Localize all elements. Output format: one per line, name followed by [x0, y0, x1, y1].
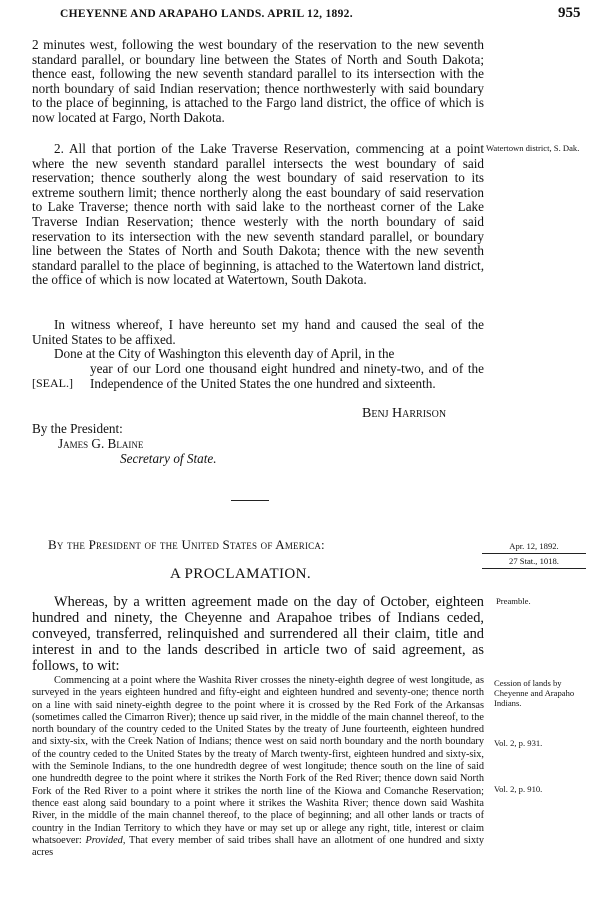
margin-note-date: Apr. 12, 1892.	[482, 541, 586, 554]
signature-harrison: Benj Harrison	[362, 406, 447, 421]
page-number: 955	[558, 5, 581, 21]
paragraph-done-at: Done at the City of Washington this eleventh day of April, in the	[54, 346, 395, 361]
margin-note-vol-910: Vol. 2, p. 910.	[494, 784, 543, 794]
paragraph-witness: In witness whereof, I have hereunto set my hand and caused the seal of the United States to be affixed.	[32, 317, 484, 347]
seal-mark: [SEAL.]	[32, 376, 73, 390]
margin-note-vol-931: Vol. 2, p. 931.	[494, 738, 543, 748]
provided-keyword: Provided,	[85, 834, 126, 846]
margin-note-statute: 27 Stat., 1018.	[482, 556, 586, 569]
agreement-text: Commencing at a point where the Washita River crosses the ninety-eighth degree of west longitude, as surveyed in the years eighteen hundred and fifty-eight and eighteen hundred and seventy-one; thence north on a line with said ninety-eighth degree to the point where it is crossed by the Red Fork of the Arkansas (sometimes called the Cimarron River); thence up said river, in the middle of the main channel thereof, to the north boundary of the country ceded to the United States by the treaty of June fourteenth, eighteen hundred and sixty-six, with the Creek Nation of Indians; thence west on said north boundary and the north boundary of the country ceded to the United States by the treaty of March twenty-first, eighteen hundred and sixty-six, with the Seminole Indians, to the one hundredth degree of west longitude; thence south on the line of said one hundredth degree to the point where it strikes the North Fork of the Red River; thence down said North Fork of the Red River to a point where it strikes the north line of the Kiowa and Comanche Reservation; thence east along said boundary to a point where it strikes the Washita River; thence down said Washita River, in the middle of the main channel thereof, to the place of beginning; and all other lands or tracts of country in the Indian Territory to which they have or may set up or allege any right, title, interest or claim whatsoever:	[32, 675, 484, 846]
secretary-title: Secretary of State.	[120, 451, 217, 466]
paragraph-whereas: Whereas, by a written agreement made on the day of October, eighteen hundred and ninety, the Cheyenne and Arapahoe tribes of Indians ceded, conveyed, transferred, relinquished and surrendered all their claim, title and interest in and to the lands described in article two of said agreement, as follows, to wit:	[32, 594, 484, 674]
running-header: CHEYENNE AND ARAPAHO LANDS. APRIL 12, 1892.	[60, 8, 353, 20]
margin-note-preamble: Preamble.	[496, 596, 531, 606]
paragraph-year: year of our Lord one thousand eight hundred and ninety-two, and of the Independence of the United States the one hundred and sixteenth.	[90, 361, 484, 391]
secretary-name: James G. Blaine	[58, 436, 144, 451]
by-the-president: By the President:	[32, 421, 123, 436]
margin-note-cession: Cession of lands by Cheyenne and Arapaho Indians.	[494, 678, 575, 708]
section-divider	[231, 500, 269, 501]
paragraph-lake-traverse: 2. All that portion of the Lake Traverse Reservation, commencing at a point where the new seventh standard parallel intersects the west boundary of said reservation; thence southerly along the west boundary of said reservation to its extreme southern limit; thence northerly along the east boundary of said reservation to Lake Traverse; thence north with said lake to the northeast corner of the Lake Traverse Indian Reservation; thence westerly with the north boundary of said reservation to its intersection with the new seventh standard parallel, or boundary line between the States of North and South Dakota; thence with the new seventh standard parallel to the place of beginning, is attached to the Watertown land district, the office of which is now located at Watertown, South Dakota.	[32, 141, 484, 288]
proclamation-by-line: By the President of the United States of America:	[48, 537, 325, 552]
paragraph-fargo-district: 2 minutes west, following the west boundary of the reservation to the new seventh standard parallel, or boundary line between the States of North and South Dakota; thence east, following the new seventh standard parallel to its intersection with the north boundary of said Indian reservation; thence northwesterly with said boundary to the place of beginning, is attached to the Fargo land district, the office of which is now located at Fargo, North Dakota.	[32, 37, 484, 125]
agreement-tail: That every member of said tribes shall have an allotment of one hundred and sixty acres	[32, 834, 485, 859]
margin-note-watertown: Watertown district, S. Dak.	[486, 143, 580, 153]
proclamation-heading: A PROCLAMATION.	[170, 566, 312, 582]
paragraph-agreement	[32, 675, 484, 859]
